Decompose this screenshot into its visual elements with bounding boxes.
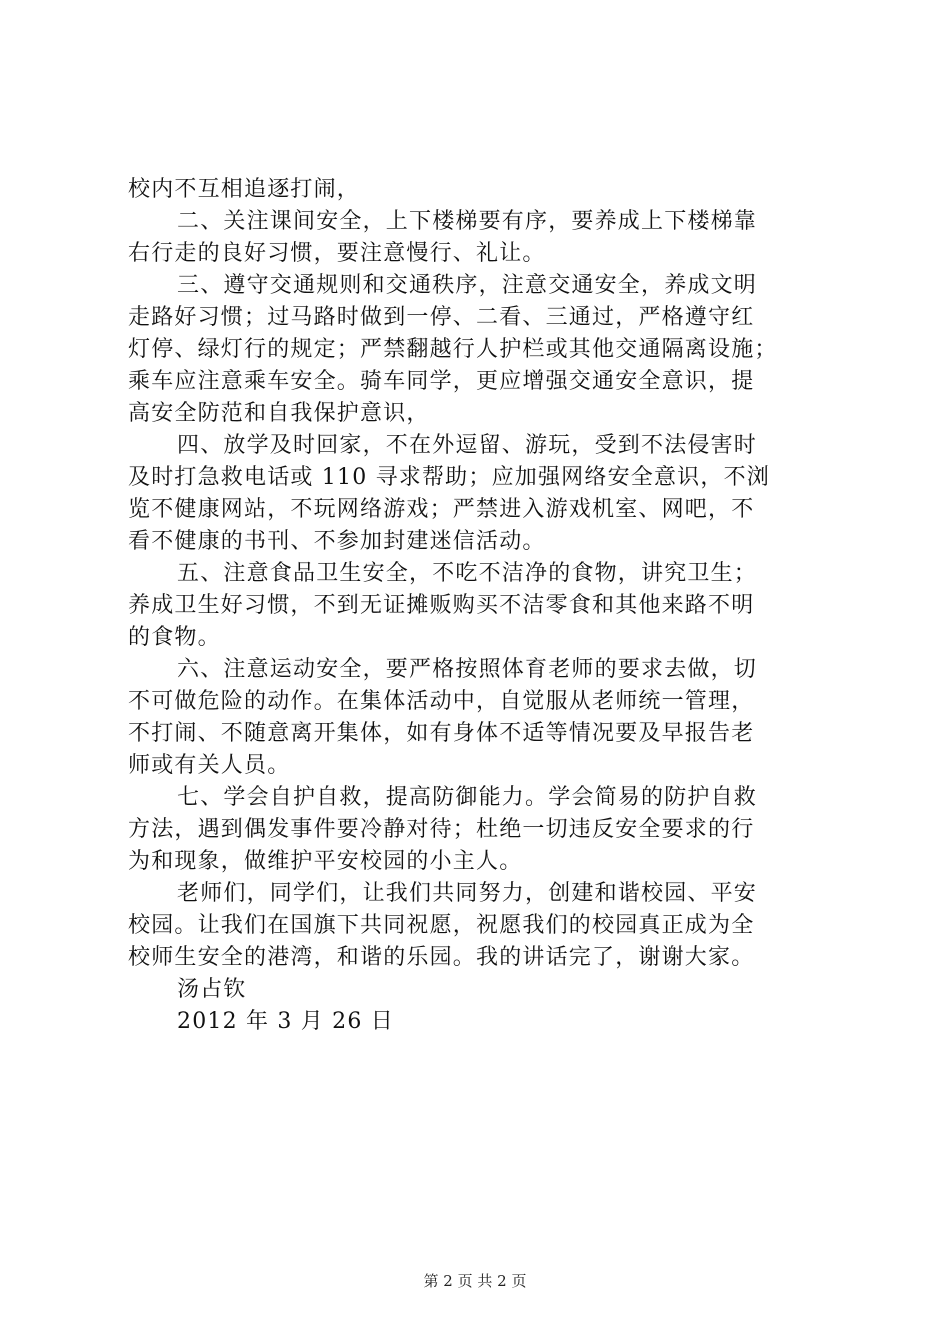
text-line: 高安全防范和自我保护意识， (128, 401, 430, 426)
text-line: 的食物。 (128, 625, 221, 650)
text-line: 六、注意运动安全，要严格按照体育老师的要求去做，切 (177, 657, 758, 682)
text-line: 师或有关人员。 (128, 753, 291, 778)
text-line: 五、注意食品卫生安全，不吃不洁净的食物，讲究卫生； (177, 561, 758, 586)
text-line: 看不健康的书刊、不参加封建迷信活动。 (128, 529, 546, 554)
text-line: 校内不互相追逐打闹， (128, 177, 361, 202)
text-line: 不打闹、不随意离开集体，如有身体不适等情况要及早报告老 (128, 721, 755, 746)
text-line: 老师们，同学们，让我们共同努力，创建和谐校园、平安 (177, 881, 758, 906)
text-line: 校师生安全的港湾，和谐的乐园。我的讲话完了，谢谢大家。 (128, 945, 755, 970)
text-line: 七、学会自护自救，提高防御能力。学会简易的防护自救 (177, 785, 758, 810)
text-line: 走路好习惯；过马路时做到一停、二看、三通过，严格遵守红 (128, 305, 755, 330)
text-line: 校园。让我们在国旗下共同祝愿，祝愿我们的校园真正成为全 (128, 913, 755, 938)
text-line: 乘车应注意乘车安全。骑车同学，更应增强交通安全意识，提 (128, 369, 755, 394)
text-line: 三、遵守交通规则和交通秩序，注意交通安全，养成文明 (177, 273, 758, 298)
text-line: 二、关注课间安全，上下楼梯要有序，要养成上下楼梯靠 (177, 209, 758, 234)
text-line: 方法，遇到偶发事件要冷静对待；杜绝一切违反安全要求的行 (128, 817, 755, 842)
text-line: 灯停、绿灯行的规定；严禁翻越行人护栏或其他交通隔离设施； (128, 337, 778, 362)
text-line: 养成卫生好习惯，不到无证摊贩购买不洁零食和其他来路不明 (128, 593, 755, 618)
text-line: 为和现象，做维护平安校园的小主人。 (128, 849, 523, 874)
text-line: 四、放学及时回家，不在外逗留、游玩，受到不法侵害时 (177, 433, 758, 458)
text-line: 及时打急救电话或 110 寻求帮助；应加强网络安全意识，不浏 (128, 465, 770, 490)
page-footer: 第 2 页 共 2 页 (423, 1272, 527, 1290)
text-line: 览不健康网站，不玩网络游戏；严禁进入游戏机室、网吧，不 (128, 497, 755, 522)
signature: 汤占钦 (177, 977, 247, 1002)
date: 2012 年 3 月 26 日 (177, 1009, 394, 1034)
text-line: 不可做危险的动作。在集体活动中，自觉服从老师统一管理， (128, 689, 755, 714)
document-body (128, 174, 842, 1038)
text-line: 右行走的良好习惯，要注意慢行、礼让。 (128, 241, 546, 266)
